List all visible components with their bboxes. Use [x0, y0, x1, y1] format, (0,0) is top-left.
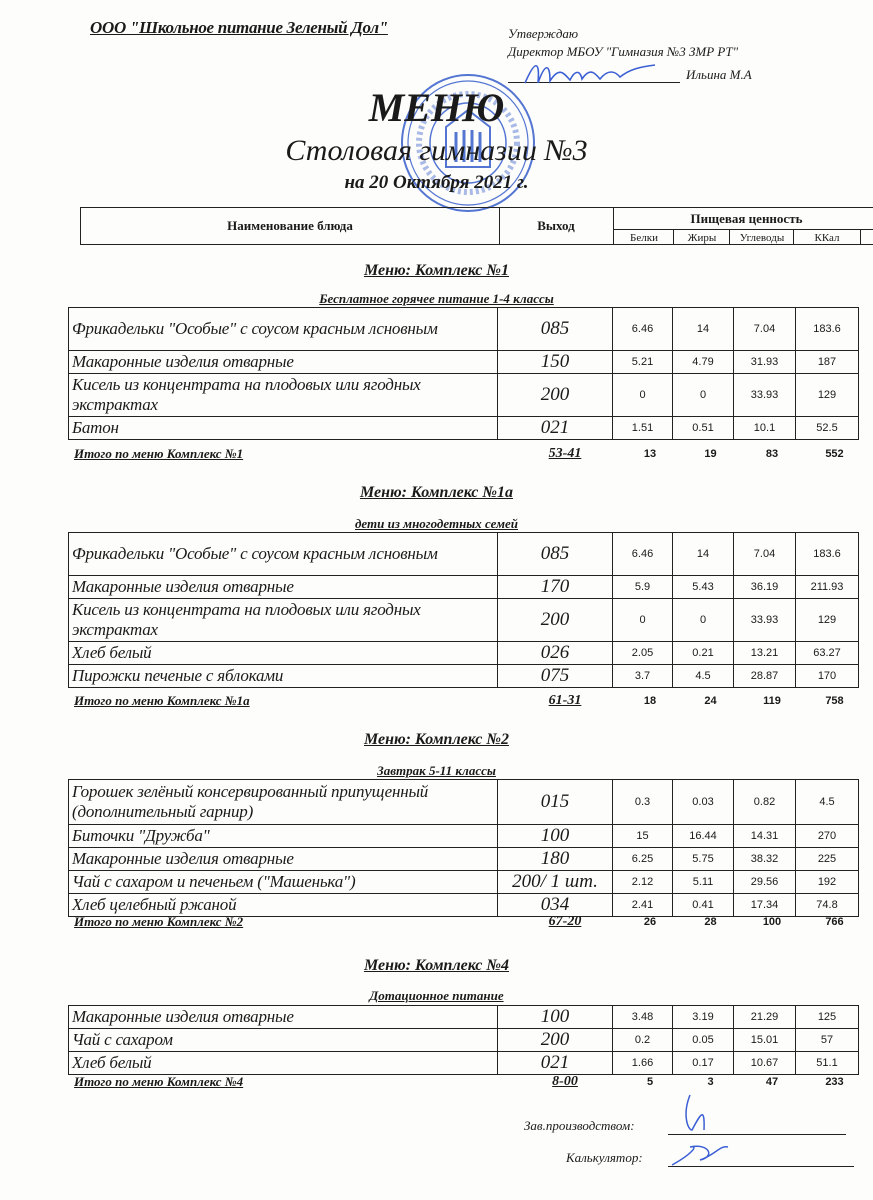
dish-name: Кисель из концентрата на плодовых или ягодных экстрактах — [69, 599, 498, 642]
dish-yield: 150 — [498, 351, 613, 374]
dish-carbs: 38.32 — [734, 848, 796, 871]
menu-table — [68, 1005, 859, 1075]
dish-row — [69, 576, 859, 599]
dish-protein: 2.41 — [613, 894, 673, 917]
col-header-kcal: ККал — [793, 230, 861, 245]
total-kcal: 233 — [825, 1076, 844, 1088]
dish-name: Кисель из концентрата на плодовых или ягодных экстрактах — [69, 374, 498, 417]
dish-protein: 6.25 — [613, 848, 673, 871]
dish-fat: 4.79 — [673, 351, 734, 374]
total-fat: 3 — [707, 1076, 714, 1088]
dish-name: Хлеб белый — [69, 642, 498, 665]
total-fat: 28 — [704, 916, 717, 928]
dish-row — [69, 848, 859, 871]
section-total — [74, 693, 858, 709]
dish-fat: 0.05 — [673, 1029, 734, 1052]
menu-table — [68, 779, 859, 917]
dish-yield: 200 — [498, 599, 613, 642]
dish-name: Горошек зелёный консервированный припущенный (дополнительный гарнир) — [69, 780, 498, 825]
dish-carbs: 31.93 — [734, 351, 796, 374]
dish-kcal: 183.6 — [796, 308, 859, 351]
dish-name: Хлеб целебный ржаной — [69, 894, 498, 917]
dish-fat: 0 — [673, 599, 734, 642]
total-carbs: 47 — [765, 1076, 779, 1088]
dish-fat: 4.5 — [673, 665, 734, 688]
total-kcal: 552 — [825, 448, 844, 460]
dish-row — [69, 642, 859, 665]
dish-fat: 0.17 — [673, 1052, 734, 1075]
dish-kcal: 57 — [796, 1029, 859, 1052]
production-head-signature — [670, 1085, 730, 1175]
section-subtitle: Бесплатное горячее питание 1-4 классы — [319, 291, 554, 306]
dish-kcal: 74.8 — [796, 894, 859, 917]
dish-row — [69, 417, 859, 440]
section-total — [74, 914, 858, 930]
dish-kcal: 129 — [796, 599, 859, 642]
menu-table — [68, 307, 859, 440]
dish-row — [69, 533, 859, 576]
dish-carbs: 29.56 — [734, 871, 796, 894]
section-total — [74, 1074, 858, 1090]
section-title: Меню: Комплекс №4 — [363, 957, 510, 974]
dish-kcal: 125 — [796, 1006, 859, 1029]
dish-kcal: 270 — [796, 825, 859, 848]
dish-yield: 200/ 1 шт. — [498, 871, 613, 894]
dish-carbs: 7.04 — [734, 533, 796, 576]
dish-row — [69, 825, 859, 848]
total-price: 53-41 — [548, 446, 582, 461]
dish-row — [69, 665, 859, 688]
dish-yield: 085 — [498, 308, 613, 351]
dish-carbs: 33.93 — [734, 599, 796, 642]
organization-name: ООО "Школьное питание Зеленый Дол" — [90, 18, 388, 37]
total-label: Итого по меню Комплекс №4 — [74, 1074, 244, 1089]
dish-carbs: 14.31 — [734, 825, 796, 848]
dish-kcal: 225 — [796, 848, 859, 871]
dish-carbs: 28.87 — [734, 665, 796, 688]
dish-yield: 021 — [498, 417, 613, 440]
dish-protein: 1.66 — [613, 1052, 673, 1075]
col-header-protein: Белки — [613, 230, 674, 245]
dish-yield: 026 — [498, 642, 613, 665]
dish-row — [69, 599, 859, 642]
dish-row — [69, 871, 859, 894]
dish-fat: 0.41 — [673, 894, 734, 917]
dish-protein: 0.3 — [613, 780, 673, 825]
total-carbs: 100 — [762, 916, 782, 928]
dish-protein: 15 — [613, 825, 673, 848]
dish-name: Биточки "Дружба" — [69, 825, 498, 848]
section-subtitle: Завтрак 5-11 классы — [377, 763, 496, 778]
col-header-yield: Выход — [499, 208, 614, 244]
dish-name: Батон — [69, 417, 498, 440]
dish-row — [69, 1029, 859, 1052]
dish-name: Макаронные изделия отварные — [69, 848, 498, 871]
total-fat: 19 — [704, 448, 717, 460]
section-subtitle: Дотационное питание — [369, 988, 504, 1003]
dish-fat: 0.51 — [673, 417, 734, 440]
col-header-carbs: Углеводы — [729, 230, 794, 245]
document-title: МЕНЮ — [368, 85, 505, 130]
dish-protein: 6.46 — [613, 308, 673, 351]
dish-protein: 2.05 — [613, 642, 673, 665]
canteen-name: Столовая гимназии №3 — [285, 134, 588, 167]
column-header-table — [80, 207, 873, 245]
dish-yield: 180 — [498, 848, 613, 871]
dish-fat: 0.03 — [673, 780, 734, 825]
dish-fat: 16.44 — [673, 825, 734, 848]
dish-yield: 085 — [498, 533, 613, 576]
dish-carbs: 10.1 — [734, 417, 796, 440]
dish-name: Фрикадельки "Особые" с соусом красным лсновным — [69, 308, 498, 351]
total-kcal: 766 — [825, 916, 844, 928]
col-header-nutrition: Пищевая ценность — [613, 208, 873, 230]
dish-fat: 5.75 — [673, 848, 734, 871]
dish-kcal: 129 — [796, 374, 859, 417]
dish-kcal: 52.5 — [796, 417, 859, 440]
total-protein: 5 — [646, 1076, 654, 1088]
dish-kcal: 192 — [796, 871, 859, 894]
dish-row — [69, 1052, 859, 1075]
dish-row — [69, 374, 859, 417]
dish-fat: 5.11 — [673, 871, 734, 894]
dish-protein: 3.7 — [613, 665, 673, 688]
dish-carbs: 7.04 — [734, 308, 796, 351]
total-carbs: 83 — [765, 448, 779, 460]
dish-name: Чай с сахаром и печеньем ("Машенька") — [69, 871, 498, 894]
section-title: Меню: Комплекс №1 — [363, 262, 510, 279]
dish-name: Макаронные изделия отварные — [69, 1006, 498, 1029]
dish-name: Пирожки печеные с яблоками — [69, 665, 498, 688]
dish-kcal: 211.93 — [796, 576, 859, 599]
dish-fat: 0.21 — [673, 642, 734, 665]
dish-yield: 200 — [498, 1029, 613, 1052]
dish-row — [69, 351, 859, 374]
dish-protein: 0 — [613, 599, 673, 642]
dish-name: Макаронные изделия отварные — [69, 351, 498, 374]
dish-carbs: 33.93 — [734, 374, 796, 417]
dish-protein: 5.21 — [613, 351, 673, 374]
dish-yield: 034 — [498, 894, 613, 917]
dish-protein: 5.9 — [613, 576, 673, 599]
dish-row — [69, 308, 859, 351]
dish-row — [69, 1006, 859, 1029]
total-carbs: 119 — [763, 695, 781, 707]
total-fat: 24 — [704, 695, 717, 707]
menu-date: на 20 Октября 2021 г. — [344, 172, 529, 193]
production-head-label: Зав.производством: — [524, 1118, 635, 1133]
dish-yield: 200 — [498, 374, 613, 417]
dish-protein: 0 — [613, 374, 673, 417]
dish-fat: 5.43 — [673, 576, 734, 599]
dish-yield: 075 — [498, 665, 613, 688]
dish-kcal: 51.1 — [796, 1052, 859, 1075]
dish-carbs: 21.29 — [734, 1006, 796, 1029]
dish-yield: 021 — [498, 1052, 613, 1075]
section-subtitle: дети из многодетных семей — [354, 516, 519, 531]
dish-fat: 14 — [673, 533, 734, 576]
dish-kcal: 63.27 — [796, 642, 859, 665]
dish-kcal: 183.6 — [796, 533, 859, 576]
dish-name: Чай с сахаром — [69, 1029, 498, 1052]
dish-row — [69, 780, 859, 825]
dish-carbs: 17.34 — [734, 894, 796, 917]
total-price: 8-00 — [552, 1074, 578, 1089]
total-kcal: 758 — [825, 695, 844, 707]
section-total — [74, 446, 858, 462]
dish-name: Хлеб белый — [69, 1052, 498, 1075]
dish-fat: 14 — [673, 308, 734, 351]
approver-position: Директор МБОУ "Гимназия №3 ЗМР РТ" — [508, 44, 739, 59]
section-title: Меню: Комплекс №1а — [359, 484, 514, 501]
dish-fat: 0 — [673, 374, 734, 417]
dish-fat: 3.19 — [673, 1006, 734, 1029]
dish-carbs: 15.01 — [734, 1029, 796, 1052]
menu-table — [68, 532, 859, 688]
approver-name: Ильина М.А — [686, 67, 752, 82]
dish-yield: 100 — [498, 825, 613, 848]
dish-carbs: 0.82 — [734, 780, 796, 825]
total-price: 67-20 — [548, 914, 582, 929]
dish-carbs: 13.21 — [734, 642, 796, 665]
dish-yield: 100 — [498, 1006, 613, 1029]
total-label: Итого по меню Комплекс №2 — [74, 914, 244, 929]
total-label: Итого по меню Комплекс №1 — [74, 446, 244, 461]
approve-label: Утверждаю — [508, 26, 579, 41]
dish-kcal: 4.5 — [796, 780, 859, 825]
dish-protein: 3.48 — [613, 1006, 673, 1029]
dish-carbs: 10.67 — [734, 1052, 796, 1075]
section-title: Меню: Комплекс №2 — [363, 731, 510, 748]
total-protein: 26 — [643, 916, 657, 928]
dish-protein: 1.51 — [613, 417, 673, 440]
dish-protein: 0.2 — [613, 1029, 673, 1052]
dish-protein: 2.12 — [613, 871, 673, 894]
col-header-name: Наименование блюда — [81, 208, 500, 244]
col-header-fat: Жиры — [673, 230, 730, 245]
dish-kcal: 187 — [796, 351, 859, 374]
total-label: Итого по меню Комплекс №1а — [74, 693, 250, 708]
total-price: 61-31 — [548, 693, 582, 708]
dish-yield: 170 — [498, 576, 613, 599]
total-protein: 18 — [643, 695, 657, 707]
dish-protein: 6.46 — [613, 533, 673, 576]
calculator-label: Калькулятор: — [566, 1150, 643, 1165]
dish-name: Макаронные изделия отварные — [69, 576, 498, 599]
dish-name: Фрикадельки "Особые" с соусом красным лсновным — [69, 533, 498, 576]
dish-carbs: 36.19 — [734, 576, 796, 599]
dish-yield: 015 — [498, 780, 613, 825]
total-protein: 13 — [643, 448, 657, 460]
dish-kcal: 170 — [796, 665, 859, 688]
